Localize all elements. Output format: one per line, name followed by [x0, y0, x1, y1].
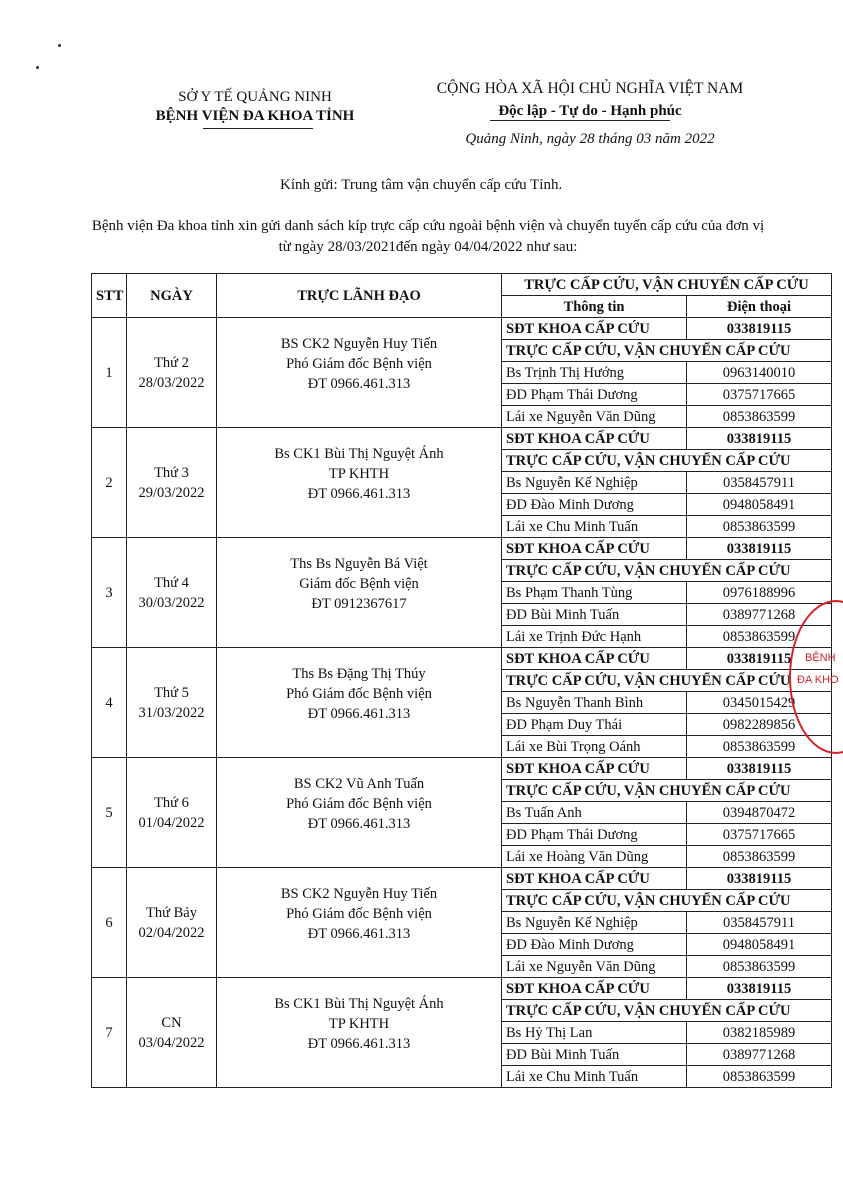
leader-phone: ĐT 0966.461.313	[307, 816, 411, 832]
team-label: TRỰC CẤP CỨU, VẬN CHUYỂN CẤP CỨU	[502, 560, 832, 582]
leader-phone: ĐT 0966.461.313	[307, 376, 411, 392]
leader-phone: ĐT 0966.461.313	[307, 706, 411, 722]
staff-name: Bs Trịnh Thị Hướng	[502, 362, 687, 384]
motto: Độc lập - Tự do - Hạnh phúc	[498, 103, 682, 119]
leader-cell	[217, 648, 502, 758]
weekday: CN	[161, 1014, 182, 1031]
header-emergency-group: TRỰC CẤP CỨU, VẬN CHUYỂN CẤP CỨU	[502, 274, 832, 296]
header-info: Thông tin	[502, 296, 687, 318]
leader-phone: ĐT 0966.461.313	[307, 1036, 411, 1052]
leader-role: Phó Giám đốc Bệnh viện	[286, 686, 432, 702]
motto-underline	[490, 120, 670, 121]
staff-name: Bs Phạm Thanh Tùng	[502, 582, 687, 604]
leader-cell	[217, 978, 502, 1088]
team-label: TRỰC CẤP CỨU, VẬN CHUYỂN CẤP CỨU	[502, 890, 832, 912]
issuer-hospital: BỆNH VIỆN ĐA KHOA TỈNH	[155, 108, 355, 124]
row-date-cell	[127, 978, 217, 1088]
weekday: Thứ 6	[154, 794, 189, 811]
row-stt: 2	[92, 428, 127, 538]
staff-phone: 0853863599	[687, 516, 832, 538]
weekday: Thứ 2	[154, 354, 189, 371]
date: 29/03/2022	[138, 484, 205, 501]
staff-name: ĐD Đào Minh Dương	[502, 494, 687, 516]
staff-name: ĐD Phạm Thái Dương	[502, 824, 687, 846]
leader-name: Ths Bs Đặng Thị Thúy	[292, 666, 426, 682]
er-phone-value: 033819115	[687, 318, 832, 340]
staff-phone: 0375717665	[687, 824, 832, 846]
er-phone-label: SĐT KHOA CẤP CỨU	[502, 758, 687, 780]
er-phone-value: 033819115	[687, 538, 832, 560]
country-name: CỘNG HÒA XÃ HỘI CHỦ NGHĨA VIỆT NAM	[436, 80, 744, 97]
staff-phone: 0853863599	[687, 406, 832, 428]
row-date-cell	[127, 758, 217, 868]
staff-phone: 0853863599	[687, 736, 832, 758]
leader-role: TP KHTH	[328, 1016, 390, 1032]
leader-phone: ĐT 0966.461.313	[307, 486, 411, 502]
staff-name: Lái xe Nguyễn Văn Dũng	[502, 956, 687, 978]
leader-cell	[217, 538, 502, 648]
leader-role: Phó Giám đốc Bệnh viện	[286, 356, 432, 372]
staff-name: ĐD Bùi Minh Tuấn	[502, 604, 687, 626]
staff-name: ĐD Đào Minh Dương	[502, 934, 687, 956]
weekday: Thứ 3	[154, 464, 189, 481]
day-row	[92, 758, 832, 780]
issuer-underline	[203, 128, 313, 129]
staff-name: Lái xe Nguyễn Văn Dũng	[502, 406, 687, 428]
staff-phone: 0853863599	[687, 956, 832, 978]
staff-name: ĐD Bùi Minh Tuấn	[502, 1044, 687, 1066]
row-date-cell	[127, 318, 217, 428]
leader-role: TP KHTH	[328, 466, 390, 482]
er-phone-value: 033819115	[687, 868, 832, 890]
header-leader: TRỰC LÃNH ĐẠO	[217, 274, 502, 318]
staff-phone: 0375717665	[687, 384, 832, 406]
team-label: TRỰC CẤP CỨU, VẬN CHUYỂN CẤP CỨU	[502, 450, 832, 472]
er-phone-label: SĐT KHOA CẤP CỨU	[502, 868, 687, 890]
staff-name: Lái xe Chu Minh Tuấn	[502, 516, 687, 538]
header-phone: Điện thoại	[687, 296, 832, 318]
row-stt: 4	[92, 648, 127, 758]
duty-schedule-table	[91, 273, 832, 1088]
date: 30/03/2022	[138, 594, 205, 611]
staff-name: Lái xe Chu Minh Tuấn	[502, 1066, 687, 1088]
staff-phone: 0963140010	[687, 362, 832, 384]
staff-phone: 0358457911	[687, 472, 832, 494]
document-date: Quảng Ninh, ngày 28 tháng 03 năm 2022	[465, 131, 715, 147]
staff-name: Bs Tuấn Anh	[502, 802, 687, 824]
date: 02/04/2022	[138, 924, 205, 941]
issuer-block	[120, 88, 390, 126]
leader-role: Phó Giám đốc Bệnh viện	[286, 906, 432, 922]
date: 03/04/2022	[138, 1034, 205, 1051]
date: 01/04/2022	[138, 814, 205, 831]
team-label: TRỰC CẤP CỨU, VẬN CHUYỂN CẤP CỨU	[502, 780, 832, 802]
greeting: Kính gửi: Trung tâm vận chuyển cấp cứu Tỉnh.	[280, 177, 563, 193]
day-row	[92, 538, 832, 560]
team-label: TRỰC CẤP CỨU, VẬN CHUYỂN CẤP CỨU	[502, 340, 832, 362]
national-motto-block	[410, 77, 770, 123]
row-stt: 3	[92, 538, 127, 648]
er-phone-label: SĐT KHOA CẤP CỨU	[502, 318, 687, 340]
day-row	[92, 978, 832, 1000]
leader-name: BS CK2 Vũ Anh Tuấn	[293, 776, 425, 792]
staff-phone: 0948058491	[687, 494, 832, 516]
leader-cell	[217, 318, 502, 428]
leader-name: Bs CK1 Bùi Thị Nguyệt Ánh	[274, 996, 444, 1012]
row-date-cell	[127, 428, 217, 538]
row-date-cell	[127, 648, 217, 758]
er-phone-label: SĐT KHOA CẤP CỨU	[502, 978, 687, 1000]
team-label: TRỰC CẤP CỨU, VẬN CHUYỂN CẤP CỨU	[502, 670, 832, 692]
leader-role: Giám đốc Bệnh viện	[299, 576, 419, 592]
staff-phone: 0948058491	[687, 934, 832, 956]
staff-phone: 0982289856	[687, 714, 832, 736]
staff-name: Bs Nguyễn Kế Nghiệp	[502, 472, 687, 494]
staff-phone: 0976188996	[687, 582, 832, 604]
staff-phone: 0389771268	[687, 604, 832, 626]
row-stt: 5	[92, 758, 127, 868]
staff-phone: 0358457911	[687, 912, 832, 934]
row-date-cell	[127, 538, 217, 648]
scan-speck	[58, 44, 61, 47]
date: 31/03/2022	[138, 704, 205, 721]
scan-speck	[36, 66, 39, 69]
row-stt: 6	[92, 868, 127, 978]
leader-name: Bs CK1 Bùi Thị Nguyệt Ánh	[274, 446, 444, 462]
leader-cell	[217, 758, 502, 868]
staff-name: ĐD Phạm Duy Thái	[502, 714, 687, 736]
staff-phone: 0382185989	[687, 1022, 832, 1044]
er-phone-label: SĐT KHOA CẤP CỨU	[502, 648, 687, 670]
row-stt: 1	[92, 318, 127, 428]
row-stt: 7	[92, 978, 127, 1088]
leader-phone: ĐT 0966.461.313	[307, 926, 411, 942]
er-phone-value: 033819115	[687, 758, 832, 780]
row-date-cell	[127, 868, 217, 978]
staff-name: Bs Hỷ Thị Lan	[502, 1022, 687, 1044]
er-phone-value: 033819115	[687, 428, 832, 450]
date: 28/03/2022	[138, 374, 205, 391]
leader-phone: ĐT 0912367617	[311, 596, 407, 612]
staff-phone: 0853863599	[687, 1066, 832, 1088]
er-phone-label: SĐT KHOA CẤP CỨU	[502, 428, 687, 450]
day-row	[92, 648, 832, 670]
staff-name: Bs Nguyễn Thanh Bình	[502, 692, 687, 714]
staff-phone: 0853863599	[687, 626, 832, 648]
seal-text-top: BỆNH	[805, 652, 836, 664]
intro-paragraph: Bệnh viện Đa khoa tỉnh xin gửi danh sách kíp trực cấp cứu ngoài bệnh viện và chuyển tuyến cấp cứu của đơn vị từ ngày 28/03/2021đến ngày 04/04/2022 như sau:	[91, 218, 765, 255]
seal-text-bottom: ĐA KHO	[797, 674, 839, 686]
leader-name: BS CK2 Nguyễn Huy Tiến	[280, 336, 438, 352]
leader-cell	[217, 868, 502, 978]
leader-cell	[217, 428, 502, 538]
staff-name: Bs Nguyễn Kế Nghiệp	[502, 912, 687, 934]
issuer-department: SỞ Y TẾ QUẢNG NINH	[178, 89, 332, 105]
day-row	[92, 868, 832, 890]
leader-name: BS CK2 Nguyễn Huy Tiến	[280, 886, 438, 902]
er-phone-value: 033819115	[687, 978, 832, 1000]
er-phone-label: SĐT KHOA CẤP CỨU	[502, 538, 687, 560]
day-row	[92, 318, 832, 340]
header-stt: STT	[92, 274, 127, 318]
day-row	[92, 428, 832, 450]
staff-phone: 0394870472	[687, 802, 832, 824]
staff-name: Lái xe Hoàng Văn Dũng	[502, 846, 687, 868]
staff-phone: 0853863599	[687, 846, 832, 868]
leader-role: Phó Giám đốc Bệnh viện	[286, 796, 432, 812]
weekday: Thứ 5	[154, 684, 189, 701]
header-date: NGÀY	[127, 274, 217, 318]
er-phone-value: 033819115	[687, 648, 832, 670]
leader-name: Ths Bs Nguyễn Bá Việt	[290, 556, 428, 572]
staff-name: Lái xe Trịnh Đức Hạnh	[502, 626, 687, 648]
staff-phone: 0345015429	[687, 692, 832, 714]
staff-name: Lái xe Bùi Trọng Oánh	[502, 736, 687, 758]
weekday: Thứ 4	[154, 574, 189, 591]
staff-name: ĐD Phạm Thái Dương	[502, 384, 687, 406]
staff-phone: 0389771268	[687, 1044, 832, 1066]
weekday: Thứ Bảy	[146, 904, 197, 921]
team-label: TRỰC CẤP CỨU, VẬN CHUYỂN CẤP CỨU	[502, 1000, 832, 1022]
